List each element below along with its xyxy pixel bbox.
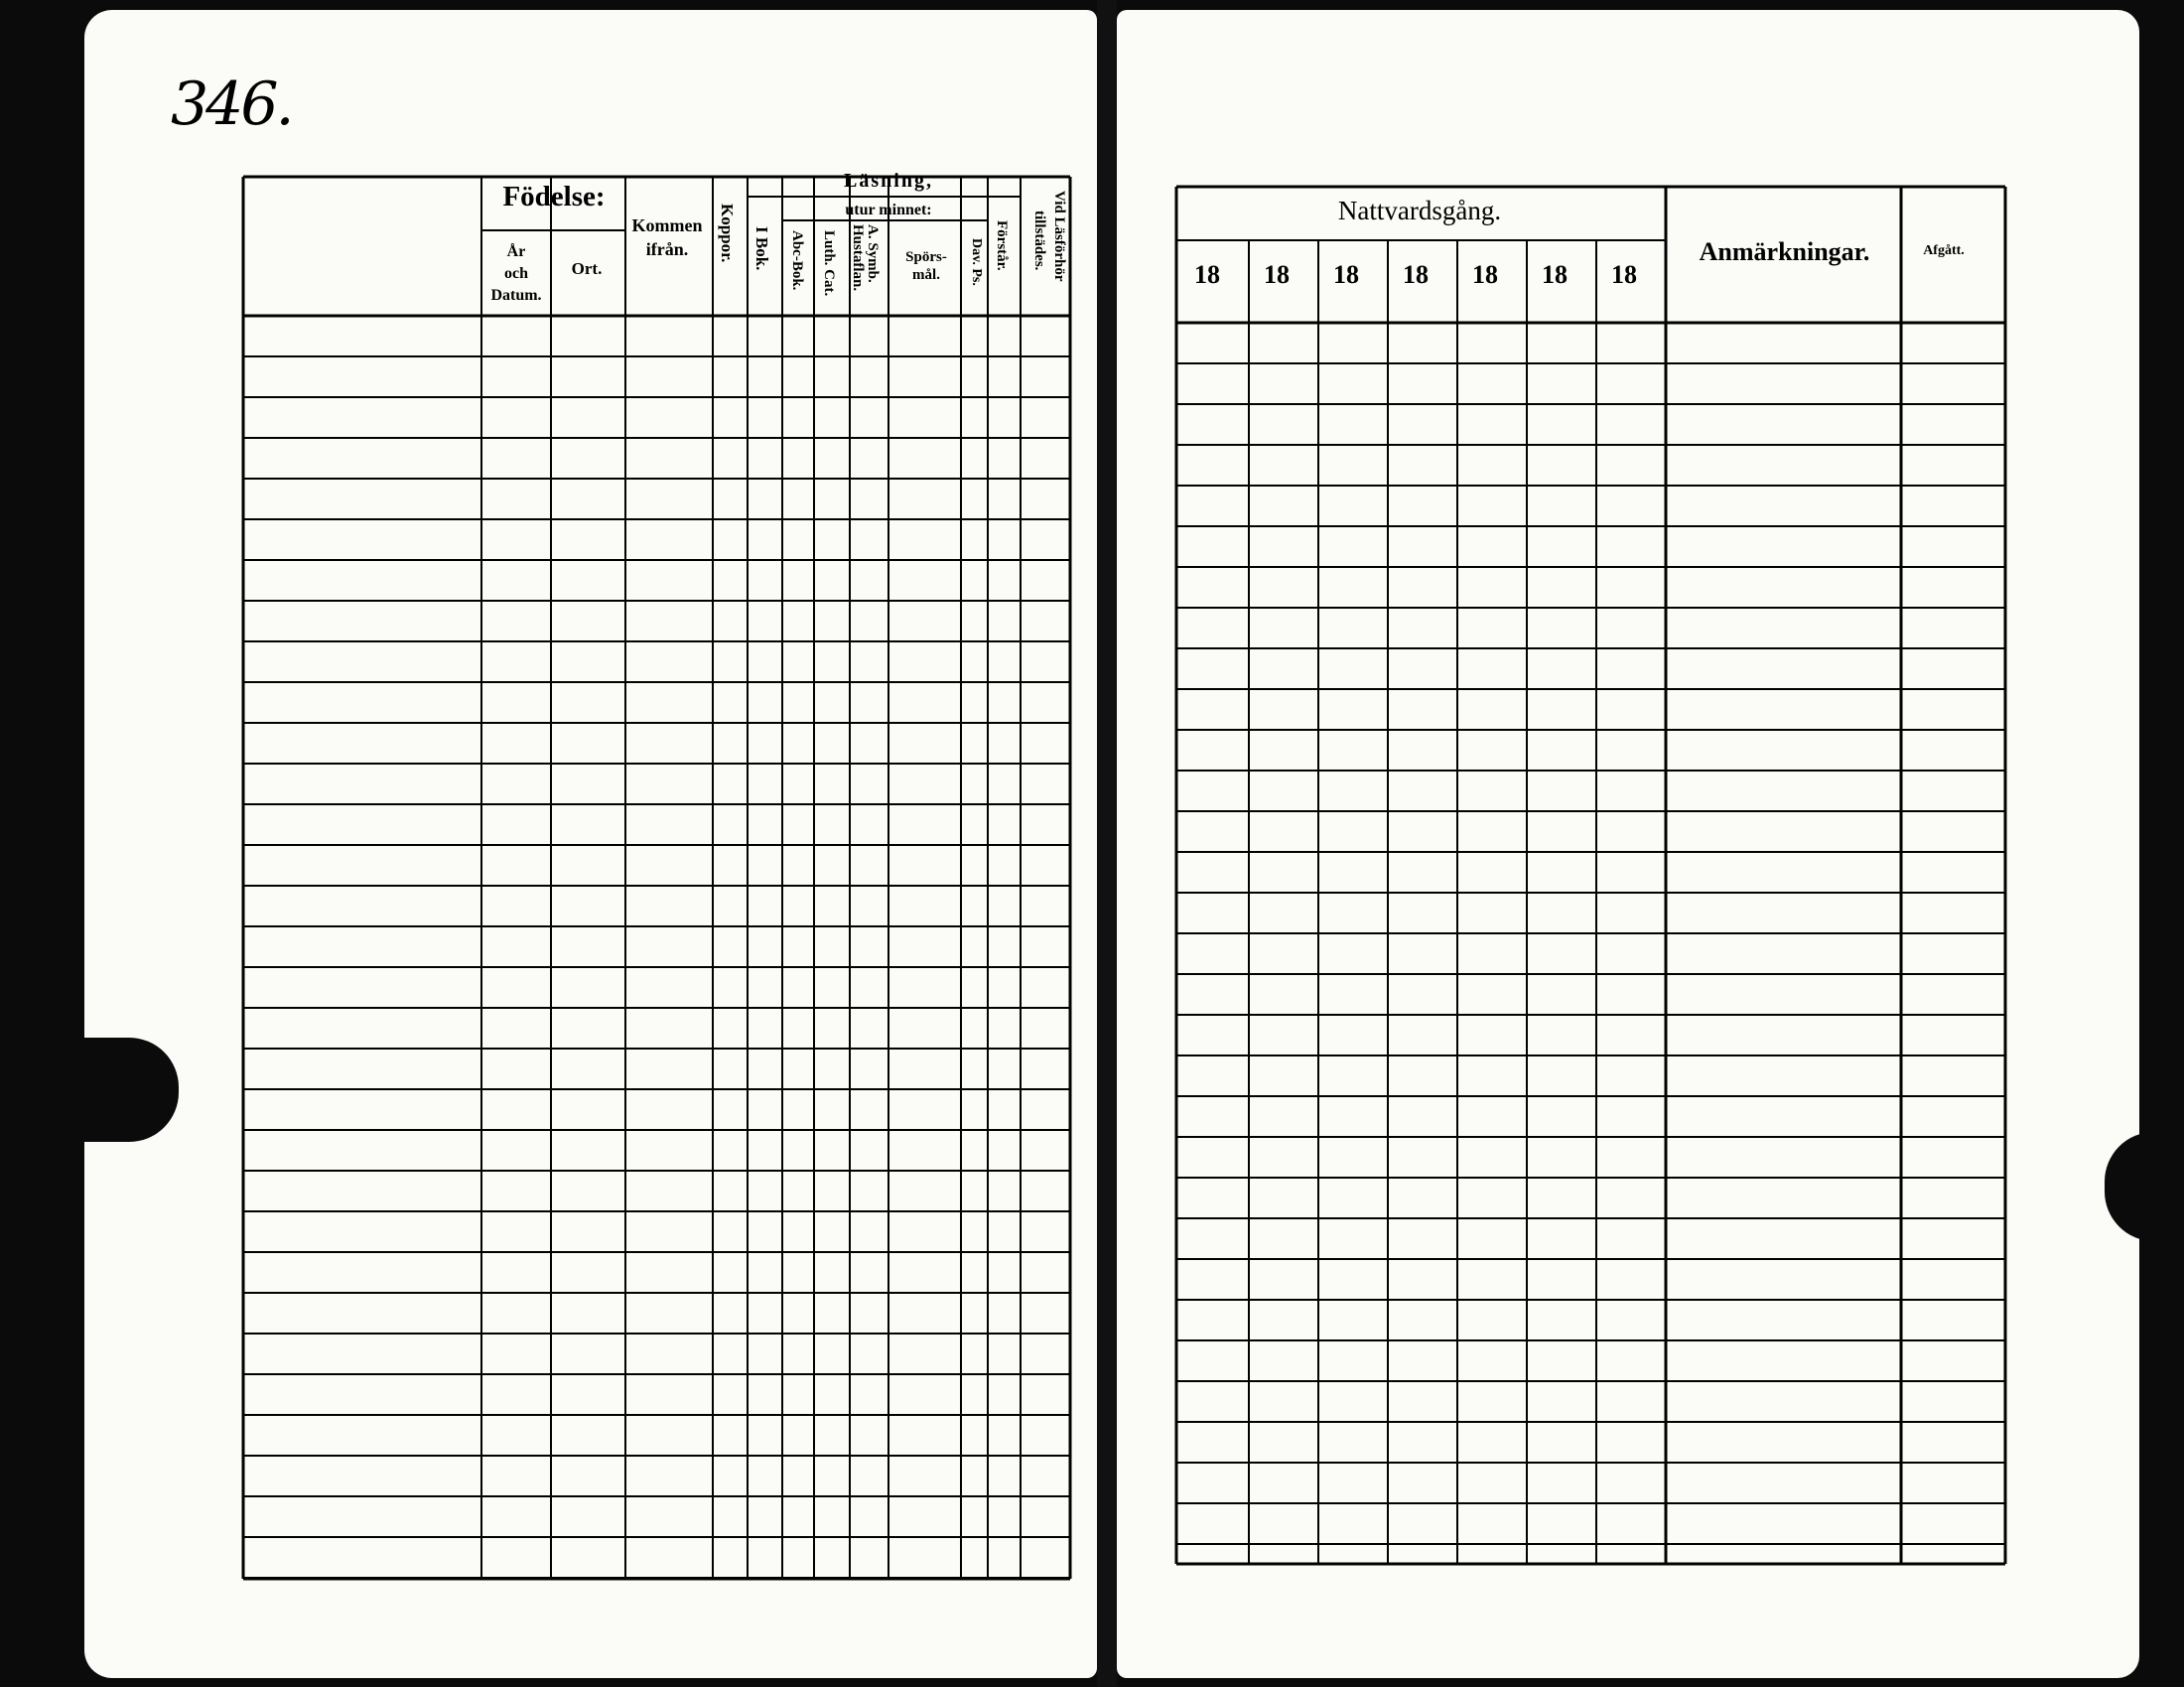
col-mal: mål. [912, 267, 940, 283]
col-ar: År [506, 243, 526, 260]
col-kommen: Kommen [631, 215, 703, 235]
col-datum: Datum. [490, 287, 542, 304]
col-vid-lasforhor: Vid Läsförhör [1051, 191, 1067, 282]
col-i-bok: I Bok. [752, 226, 771, 271]
year-col-3: 18 [1333, 260, 1359, 289]
col-och: och [504, 265, 528, 282]
col-luth-cat: Luth. Cat. [821, 230, 837, 297]
year-col-4: 18 [1403, 260, 1429, 289]
col-abc-bok: Abc-Bok. [789, 230, 805, 291]
col-anmarkningar: Anmärkningar. [1699, 237, 1870, 266]
year-col-1: 18 [1194, 260, 1220, 289]
year-col-2: 18 [1264, 260, 1290, 289]
col-a-symb: A. Symb. [865, 224, 881, 283]
col-ifran: ifrån. [645, 239, 689, 259]
header-fodelse: Födelse: [502, 181, 606, 212]
page-number: 346. [171, 70, 292, 139]
header-nattvardsgang: Nattvardsgång. [1337, 196, 1502, 225]
col-hustaflan: Hustaflan. [850, 224, 866, 292]
col-dav-ps: Dav. Ps. [969, 238, 984, 286]
col-spors: Spörs- [905, 249, 947, 265]
year-col-5: 18 [1472, 260, 1498, 289]
col-koppor: Koppor. [718, 204, 737, 263]
year-col-6: 18 [1542, 260, 1568, 289]
col-ort: Ort. [571, 259, 603, 278]
col-afgatt: Afgått. [1923, 243, 1965, 258]
header-utur-minnet: utur minnet: [845, 202, 932, 218]
header-lasning: Läsning, [844, 170, 933, 192]
col-tillstades: tillstädes. [1031, 211, 1047, 271]
col-forstar: Förstår. [994, 220, 1010, 271]
year-col-7: 18 [1611, 260, 1637, 289]
